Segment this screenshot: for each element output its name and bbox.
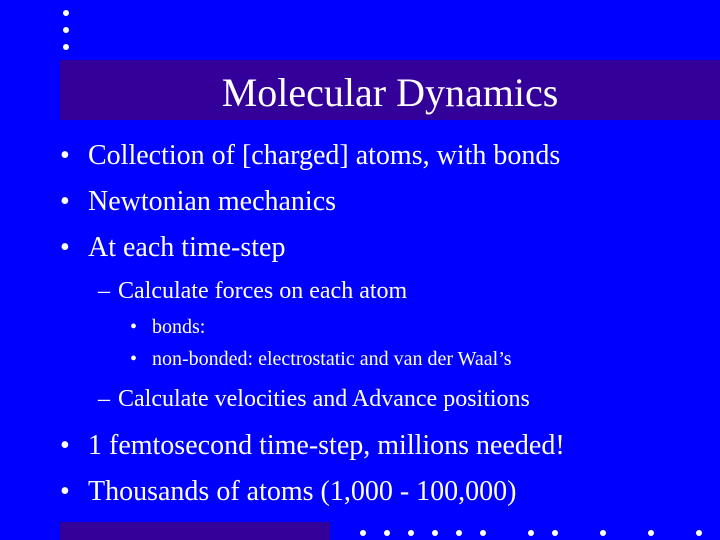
bullet-text: 1 femtosecond time-step, millions needed! xyxy=(88,430,565,461)
decorative-dot xyxy=(648,530,654,536)
decorative-dot xyxy=(384,530,390,536)
bullet-text: Newtonian mechanics xyxy=(88,186,337,217)
decorative-dot xyxy=(408,530,414,536)
bullet-marker: • xyxy=(60,430,70,461)
bottom-bar xyxy=(60,522,330,540)
decorative-dot xyxy=(528,530,534,536)
bullet-marker: • xyxy=(60,232,70,263)
decorative-dot xyxy=(552,530,558,536)
decorative-dot xyxy=(696,530,702,536)
sub-sub-bullet-text: bonds: xyxy=(152,316,206,338)
dash-marker: – xyxy=(98,278,110,304)
slide-title: Molecular Dynamics xyxy=(221,70,559,115)
decorative-dot xyxy=(63,27,69,33)
decorative-dot xyxy=(456,530,462,536)
bullet-marker: • xyxy=(60,140,70,171)
sub-sub-bullet-text: non-bonded: electrostatic and van der Waal’s xyxy=(152,348,512,370)
title-bar xyxy=(60,60,720,120)
bullet-marker: • xyxy=(60,476,70,507)
bullet-text: Collection of [charged] atoms, with bonds xyxy=(88,140,561,171)
bullet-text: Thousands of atoms (1,000 - 100,000) xyxy=(88,476,517,507)
decorative-dot xyxy=(63,10,69,16)
bullet-marker: • xyxy=(130,348,138,370)
decorative-dot xyxy=(63,44,69,50)
dash-marker: – xyxy=(98,386,110,412)
decorative-dot xyxy=(480,530,486,536)
sub-bullet-text: Calculate forces on each atom xyxy=(118,278,408,304)
bullet-marker: • xyxy=(130,316,138,338)
decorative-dot xyxy=(600,530,606,536)
sub-bullet-text: Calculate velocities and Advance positions xyxy=(118,386,530,412)
bullet-text: At each time-step xyxy=(88,232,286,263)
bullet-marker: • xyxy=(60,186,70,217)
decorative-dot xyxy=(360,530,366,536)
decorative-dot xyxy=(432,530,438,536)
